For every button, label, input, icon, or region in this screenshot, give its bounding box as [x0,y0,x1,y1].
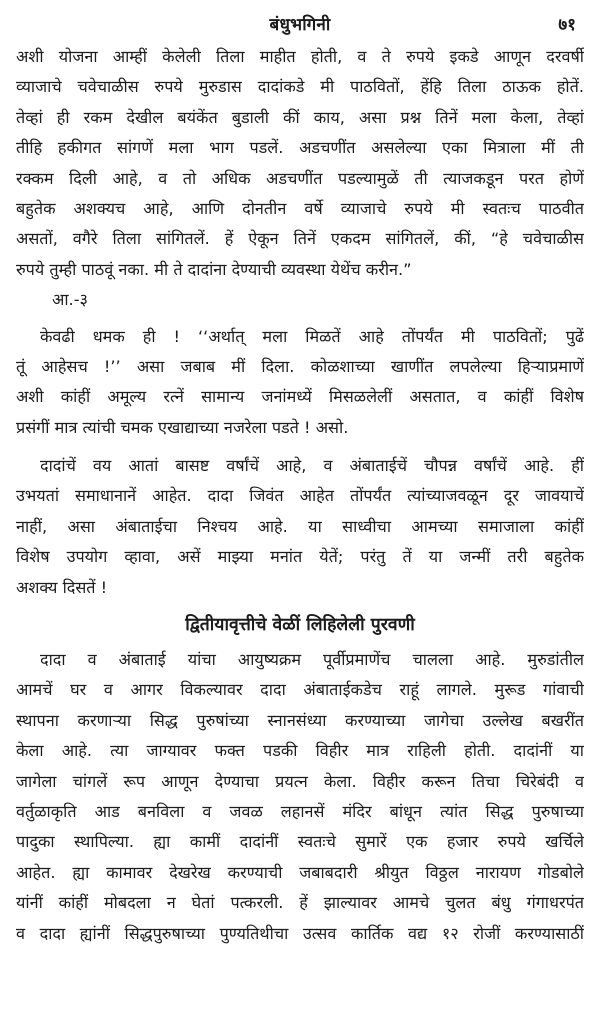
text-line: जागेला चांगलें रूप आणून देण्याचा प्रयत्न केला. विहीर करून तिचा चिरेबंदी व [16,771,584,791]
signature-marker: आ.-३ [52,290,88,310]
paragraph-supplement [16,645,584,949]
paragraph-age [16,451,584,603]
text-line: तेव्हां ही रकम देखील बयंकेंत बुडाली कीं काय, असा प्रश्न तिनें मला केला, तेव्हां [16,107,584,127]
text-line: पादुका स्थापिल्या. ह्या कामीं दादांनीं स्वतःचे सुमारें एक हजार रुपये खर्चिले [16,832,584,852]
page-number: ७१ [558,15,576,35]
text-line: असतों, वगैरे तिला सांगितलें. हें ऐकून तिनें एकदम सांगितलें, कीं, “हे चवेचाळीस [16,229,584,249]
paragraph-continuation [16,42,584,285]
text-line: अशी कांहीं अमूल्य रत्नें सामान्य जनांमध्यें मिसळलेलीं असतात, व कांहीं विशेष [16,387,584,407]
text-line: आहेत. ह्या कामावर देखरेख करण्याची जबाबदारी श्रीयुत विठ्ठल नारायण गोडबोले [16,862,584,882]
text-line: रक्कम दिली आहे, व तो अधिक अडचणींत पडल्यामुळें ती त्याजकडून परत होणें [16,168,584,188]
text-line: यांनीं कांहीं मोबदला न घेतां पत्करली. हें झाल्यावर आमचे चुलत बंधु गंगाधरपंत [16,893,584,913]
text-line: अशी योजना आम्हीं केलेली तिला माहीत होती, व ते रुपये इकडे आणून दरवर्षी [16,47,584,66]
text-line: केला आहे. त्या जाग्यावर फक्त पडकी विहीर मात्र राहिली होती. दादांनीं या [16,741,584,761]
text-line: रुपये तुम्ही पाठवूं नका. मी ते दादांना देण्याची व्यवस्था येथेंच करीन.” [16,259,412,279]
section-heading: द्वितीयावृत्तीचे वेळीं लिहिलेली पुरवणी [185,615,415,636]
text-line: व्याजाचे चवेचाळीस रुपये मुरुडास दादांकडे मी पाठवितों, हेंहि तिला ठाऊक होतें. [16,77,584,97]
text-line: दादांचें वय आतां बासष्ट वर्षांचें आहे, व अंबाताईचें चौपन्न वर्षांचें आहे. हीं [40,456,584,476]
text-line: उभयतां समाधानानें आहेत. दादा जिवंत आहेत तोंपर्यंत त्यांच्याजवळून दूर जावयाचें [16,486,584,506]
text-line: दादा व अंबाताई यांचा आयुष्यक्रम पूर्वीप्रमाणेंच चालला आहे. मुरुडांतील [40,650,584,670]
text-line: केवढी धमक ही ! ‘‘अर्थात् मला मिळतें आहे तोंपर्यंत मी पाठवितों; पुढें [40,326,584,346]
text-line: स्थापना करणाऱ्या सिद्ध पुरुषांच्या स्नानसंध्या करण्याच्या जागेचा उल्लेख बखरींत [16,710,584,730]
text-line: अशक्य दिसतें ! [16,577,108,597]
text-line: आमचें घर व आगर विकल्यावर दादा अंबाताईकडेच राहूं लागले. मुरूड गांवाची [16,680,584,700]
running-title: बंधुभगिनी [269,15,331,35]
text-line: वर्तुळाकृति आड बनविला व जवळ लहानसें मंदिर बांधून त्यांत सिद्ध पुरुषाच्या [16,801,584,821]
paragraph-reply [16,322,584,444]
text-line: बहुतेक अशक्यच आहे, आणि दोनतीन वर्षे व्याजाचे रुपये मी स्वतःच पाठवीत [16,198,584,218]
running-header [16,10,584,40]
text-line: तूं आहेसच !’’ असा जबाब मीं दिला. कोळशाच्या खाणींत लपलेल्या हिऱ्याप्रमाणें [16,356,584,376]
text-line: विशेष उपयोग व्हावा, असें माझ्या मनांत येतें; परंतु तें या जन्मीं तरी बहुतेक [16,547,584,567]
text-line: प्रसंगीं मात्र त्यांची चमक एखाद्याच्या नजरेला पडते ! असो. [16,417,349,437]
text-line: नाहीं, असा अंबाताईचा निश्चय आहे. या साध्वीचा आमच्या समाजाला कांहीं [16,516,584,536]
text-line: तीहि हकीगत सांगणें मला भाग पडलें. अडचणींत असलेल्या एका मित्राला मीं ती [16,138,584,158]
text-line: व दादा ह्यांनीं सिद्धपुरुषाच्या पुण्यतिथीचा उत्सव कार्तिक वद्य १२ रोजीं करण्यासाठीं [16,923,584,943]
